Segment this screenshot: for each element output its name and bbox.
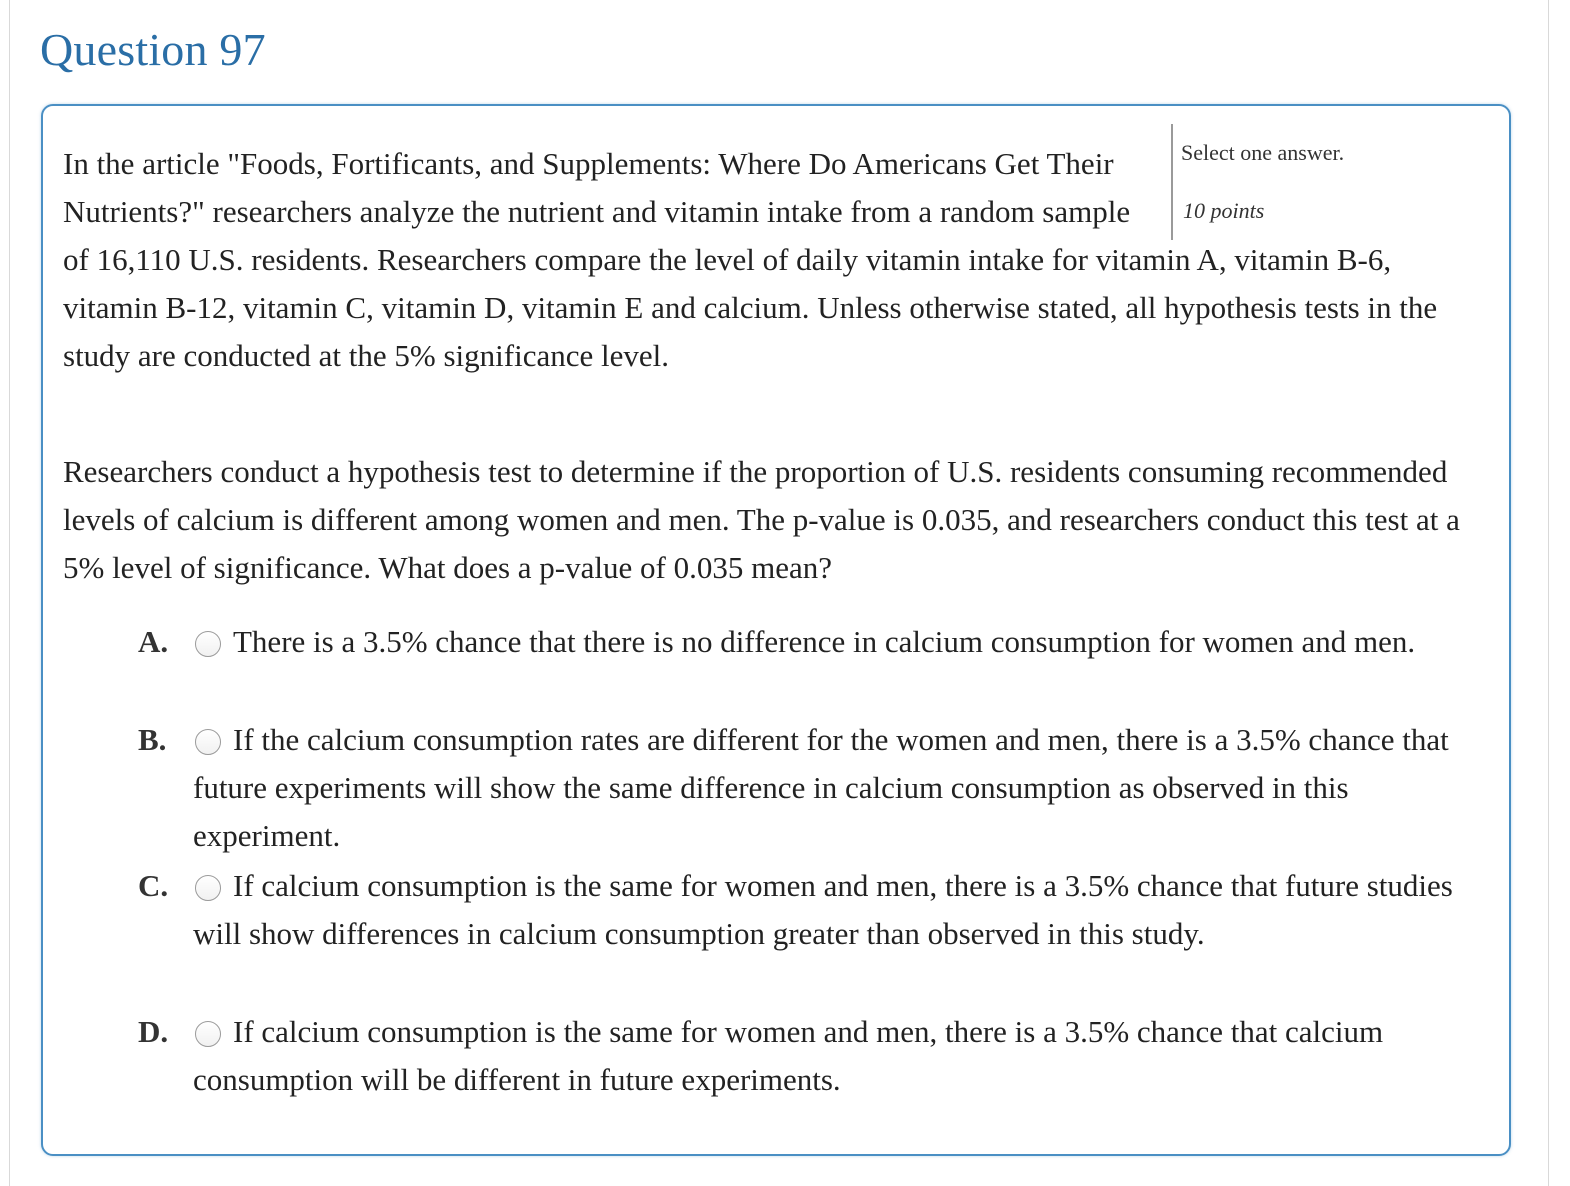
option-c-text[interactable]: If calcium consumption is the same for women and men, there is a 3.5% chance that future studies will show differences in calcium consumption greater than observed in this study. bbox=[193, 868, 1453, 951]
option-b-text[interactable]: If the calcium consumption rates are different for the women and men, there is a 3.5% chance that future experiments will show the same difference in calcium consumption as observed in this experiment. bbox=[193, 722, 1449, 853]
question-prompt: Researchers conduct a hypothesis test to determine if the proportion of U.S. residents consuming recommended levels of calcium is different among women and men. The p-value is 0.035, and researchers conduct this test at a 5% level of significance. What does a p-value of 0.035 mean? bbox=[63, 454, 1460, 585]
question-intro bbox=[63, 140, 1463, 380]
question-title: Question 97 bbox=[40, 24, 266, 75]
option-c-letter: C. bbox=[138, 868, 169, 903]
option-a-text[interactable]: There is a 3.5% chance that there is no difference in calcium consumption for women and men. bbox=[233, 624, 1416, 659]
meta-spacer bbox=[1163, 140, 1463, 236]
option-a-letter: A. bbox=[138, 624, 169, 659]
points-label: 10 points bbox=[1183, 198, 1265, 223]
page-right-border bbox=[1548, 0, 1549, 1186]
question-intro-text: In the article "Foods, Fortificants, and Supplements: Where Do Americans Get Their Nutrients?" researchers analyze the nutrient and vitamin intake from a random sample of 16,110 U.S. residents. Researchers compare the level of daily vitamin intake for vitamin A, vitamin B-6, vitamin B-12, vitamin C, vitamin D, vitamin E and calcium. Unless otherwise stated, all hypothesis tests in the study are conducted at the 5% significance level. bbox=[63, 146, 1438, 373]
option-d-letter: D. bbox=[138, 1014, 169, 1049]
option-b-letter: B. bbox=[138, 722, 167, 757]
page-left-border bbox=[9, 0, 10, 1186]
select-one-instruction: Select one answer. bbox=[1181, 140, 1345, 165]
option-d-text[interactable]: If calcium consumption is the same for women and men, there is a 3.5% chance that calcium consumption will be different in future experiments. bbox=[193, 1014, 1384, 1097]
